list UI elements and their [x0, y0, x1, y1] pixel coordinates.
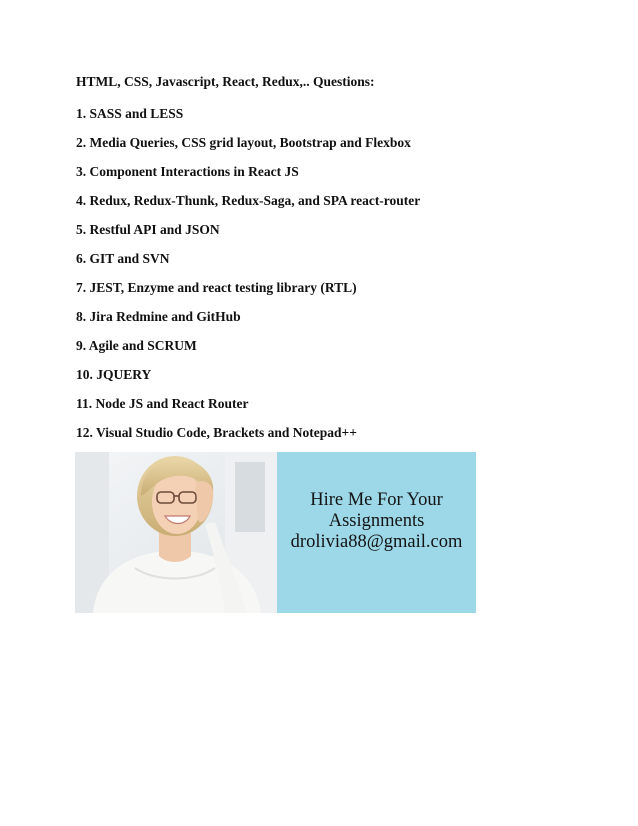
question-item: 3. Component Interactions in React JS — [76, 164, 299, 179]
question-item: 10. JQUERY — [76, 367, 152, 382]
question-item: 1. SASS and LESS — [76, 106, 184, 121]
promo-banner — [75, 452, 476, 613]
document-heading: HTML, CSS, Javascript, React, Redux,.. Questions: — [76, 74, 375, 89]
question-item: 6. GIT and SVN — [76, 251, 170, 266]
promo-panel — [277, 452, 476, 613]
promo-email[interactable]: drolivia88@gmail.com — [290, 532, 463, 552]
question-list — [76, 105, 420, 453]
woman-photo — [75, 452, 277, 613]
question-item: 7. JEST, Enzyme and react testing library (RTL) — [76, 280, 357, 295]
question-item: 5. Restful API and JSON — [76, 222, 220, 237]
promo-title: Hire Me For Your — [310, 490, 443, 510]
question-item: 11. Node JS and React Router — [76, 396, 249, 411]
question-item: 9. Agile and SCRUM — [76, 338, 197, 353]
promo-subtitle: Assignments — [328, 511, 425, 531]
question-item: 12. Visual Studio Code, Brackets and Notepad++ — [76, 425, 357, 440]
question-item: 2. Media Queries, CSS grid layout, Bootstrap and Flexbox — [76, 135, 411, 150]
question-item: 8. Jira Redmine and GitHub — [76, 309, 241, 324]
question-item: 4. Redux, Redux-Thunk, Redux-Saga, and SPA react-router — [76, 193, 421, 208]
